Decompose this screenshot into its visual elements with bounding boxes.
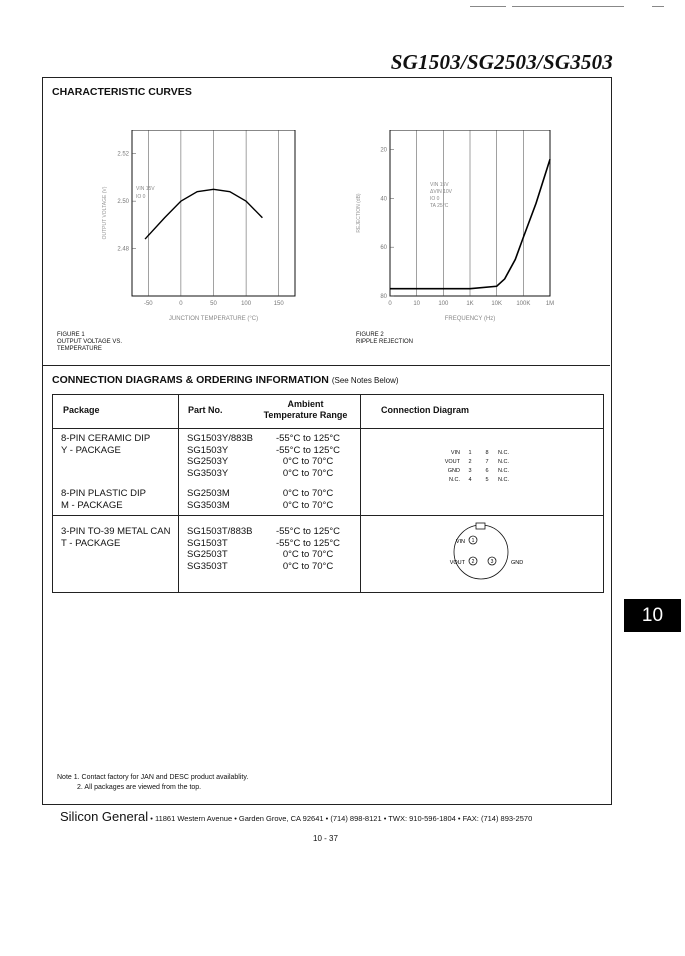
x-tick-label: 10 (413, 301, 421, 307)
temp-range: 0°C to 70°C (282, 467, 334, 479)
dip-pin-right: N.C. (498, 459, 509, 465)
dip-pin-left: GND (447, 468, 460, 474)
part-cell (187, 488, 230, 511)
table-col-divider (360, 395, 361, 592)
dip-pin-left: VOUT (444, 459, 460, 465)
top-rule-1 (470, 6, 506, 7)
part-no: SG1503Y/883B (187, 433, 254, 444)
series-line (145, 189, 262, 239)
dip-pin-left: VIN (450, 450, 460, 456)
dip-pin-num: 6 (485, 468, 489, 474)
temp-range: -55°C to 125°C (275, 537, 341, 549)
y-tick-label: 2.48 (117, 246, 129, 253)
x-tick-label: 10K (491, 301, 503, 307)
footer-address: 11861 Western Avenue • Garden Grove, CA 92641 • (714) 898-8121 • TWX: 910-596-1804 • FAX: (714) 893-2570 (154, 814, 533, 823)
notes (57, 773, 248, 793)
header-part-no: Part No. (188, 405, 223, 415)
dip-pin-num: 4 (468, 477, 472, 483)
to39-can-diagram (433, 519, 553, 584)
dip-pin-left: N.C. (449, 477, 460, 483)
temp-range: 0°C to 70°C (282, 560, 334, 572)
dip-pin-right: N.C. (498, 477, 509, 483)
figure1-caption-line: OUTPUT VOLTAGE VS. (57, 339, 123, 345)
section-divider (43, 365, 610, 366)
part-no: SG1503Y (187, 444, 229, 456)
part-cell (187, 526, 253, 572)
annotation: IO 0 (136, 194, 146, 200)
temp-range: -55°C to 125°C (275, 526, 341, 537)
temp-range: -55°C to 125°C (275, 444, 341, 456)
annotation: TA 25°C (430, 203, 449, 209)
can-label-gnd: GND (511, 560, 524, 566)
figure1-caption-line: FIGURE 1 (57, 332, 85, 338)
table-row-divider (53, 515, 603, 516)
part-no: SG3503T (187, 560, 228, 572)
annotation: ΔVIN 10V (430, 189, 452, 195)
table-col-divider (178, 395, 179, 592)
note-line: 2. All packages are viewed from the top. (77, 784, 202, 791)
note-line: Note 1. Contact factory for JAN and DESC product availablity. (57, 774, 249, 781)
x-tick-label: 0 (388, 301, 392, 307)
package-cell (61, 433, 150, 456)
can-pin-number: 2 (471, 559, 475, 565)
y-tick-label: 60 (380, 245, 387, 252)
part-no: SG2503T (187, 549, 228, 560)
figure2-caption-line: RIPPLE REJECTION (356, 339, 414, 345)
can-label-vin: VIN (455, 539, 465, 545)
connection-title-text: CONNECTION DIAGRAMS & ORDERING INFORMATION (52, 374, 329, 386)
x-tick-label: -50 (143, 301, 153, 307)
figure1-plot (102, 130, 295, 322)
footer: Silicon General • 11861 Western Avenue • Garden Grove, CA 92641 • (714) 898-8121 • TWX: 910-596-1804 • FAX: (714) 893-2570 (60, 809, 533, 824)
figure2-caption (356, 332, 413, 346)
part-no: SG2503M (187, 488, 230, 499)
characteristic-curves-title: CHARACTERISTIC CURVES (52, 86, 192, 98)
dip-pin-num: 7 (485, 459, 489, 465)
can-pin-number: 1 (471, 538, 475, 544)
x-tick-label: 1K (466, 301, 474, 307)
can-tab (476, 523, 485, 529)
dip-pin-num: 1 (468, 450, 472, 456)
package-cell (61, 488, 146, 511)
header-connection-diagram: Connection Diagram (381, 405, 470, 415)
y-tick-label: 40 (380, 196, 387, 203)
dip-pin-right: N.C. (498, 450, 509, 456)
temp-range: -55°C to 125°C (275, 433, 341, 444)
x-tick-label: 0 (179, 301, 183, 307)
y-tick-label: 20 (380, 147, 387, 154)
x-tick-label: 100 (241, 301, 252, 307)
figure1-chart (92, 130, 332, 330)
table-header-divider (53, 428, 603, 429)
figure2-caption-line: FIGURE 2 (356, 332, 384, 338)
y-axis-label: OUTPUT VOLTAGE (V) (102, 186, 108, 240)
page-title: SG1503/SG2503/SG3503 (390, 50, 613, 74)
ordering-table (52, 394, 604, 593)
package-line: 8-PIN PLASTIC DIP (61, 488, 146, 499)
part-no: SG3503M (187, 499, 230, 511)
dip-pinout-diagram (438, 450, 528, 486)
package-line: M - PACKAGE (61, 499, 123, 511)
can-label-vout: VOUT (449, 560, 465, 566)
x-tick-label: 50 (210, 301, 217, 307)
temp-range: 0°C to 70°C (282, 488, 334, 499)
dip-pin-num: 2 (468, 459, 472, 465)
page-number: 10 - 37 (313, 834, 338, 843)
x-axis-label: FREQUENCY (Hz) (444, 316, 496, 322)
dip-pin-right: N.C. (498, 468, 509, 474)
package-line: 8-PIN CERAMIC DIP (61, 433, 151, 444)
connection-note: (See Notes Below) (331, 376, 399, 385)
dip-pin-num: 5 (485, 477, 489, 483)
dip-pin-row (438, 459, 528, 468)
part-cell (187, 433, 253, 479)
part-no: SG2503Y (187, 456, 229, 467)
can-pin-number: 3 (490, 559, 494, 565)
y-tick-label: 2.52 (117, 151, 129, 158)
dip-pin-num: 8 (485, 450, 489, 456)
top-rule-3 (652, 6, 664, 7)
figure2-plot (356, 130, 554, 322)
annotation: VIN 15V (430, 182, 449, 188)
figure2-chart (342, 130, 572, 330)
part-no: SG1503T (187, 537, 228, 549)
top-rule-2 (512, 6, 624, 7)
connection-section-title (52, 374, 399, 386)
part-no: SG3503Y (187, 467, 229, 479)
y-axis-label: REJECTION (dB) (356, 193, 362, 233)
temp-range: 0°C to 70°C (282, 499, 334, 511)
dip-pin-row (438, 450, 528, 459)
temp-range: 0°C to 70°C (282, 456, 334, 467)
x-tick-label: 100K (516, 301, 531, 307)
figure1-caption-line: TEMPERATURE (57, 346, 102, 352)
header-temp-line: Temperature Range (263, 410, 348, 420)
part-no: SG1503T/883B (187, 526, 253, 537)
temp-cell (258, 433, 358, 479)
x-tick-label: 1M (545, 301, 555, 307)
figure1-caption (57, 332, 122, 353)
package-line: 3-PIN TO-39 METAL CAN (61, 526, 171, 537)
temp-cell (258, 526, 358, 572)
can-outline (454, 525, 508, 579)
package-line: Y - PACKAGE (61, 444, 121, 456)
annotation: VIN 15V (136, 186, 155, 192)
y-tick-label: 80 (380, 294, 387, 300)
dip-pin-num: 3 (468, 468, 472, 474)
x-tick-label: 150 (273, 301, 284, 307)
package-line: T - PACKAGE (61, 537, 121, 549)
footer-brand: Silicon General (60, 809, 149, 824)
section-tab: 10 (624, 599, 681, 632)
x-tick-label: 100 (438, 301, 449, 307)
package-cell (61, 526, 170, 549)
dip-pin-row (438, 477, 528, 486)
temp-cell (258, 488, 358, 511)
header-temp-line: Ambient (287, 399, 324, 409)
annotation: IO 0 (430, 196, 440, 202)
header-temp-range (253, 399, 358, 421)
x-axis-label: JUNCTION TEMPERATURE (°C) (168, 316, 259, 322)
header-package: Package (63, 405, 100, 415)
temp-range: 0°C to 70°C (282, 549, 334, 560)
y-tick-label: 2.50 (117, 199, 129, 206)
dip-pin-row (438, 468, 528, 477)
